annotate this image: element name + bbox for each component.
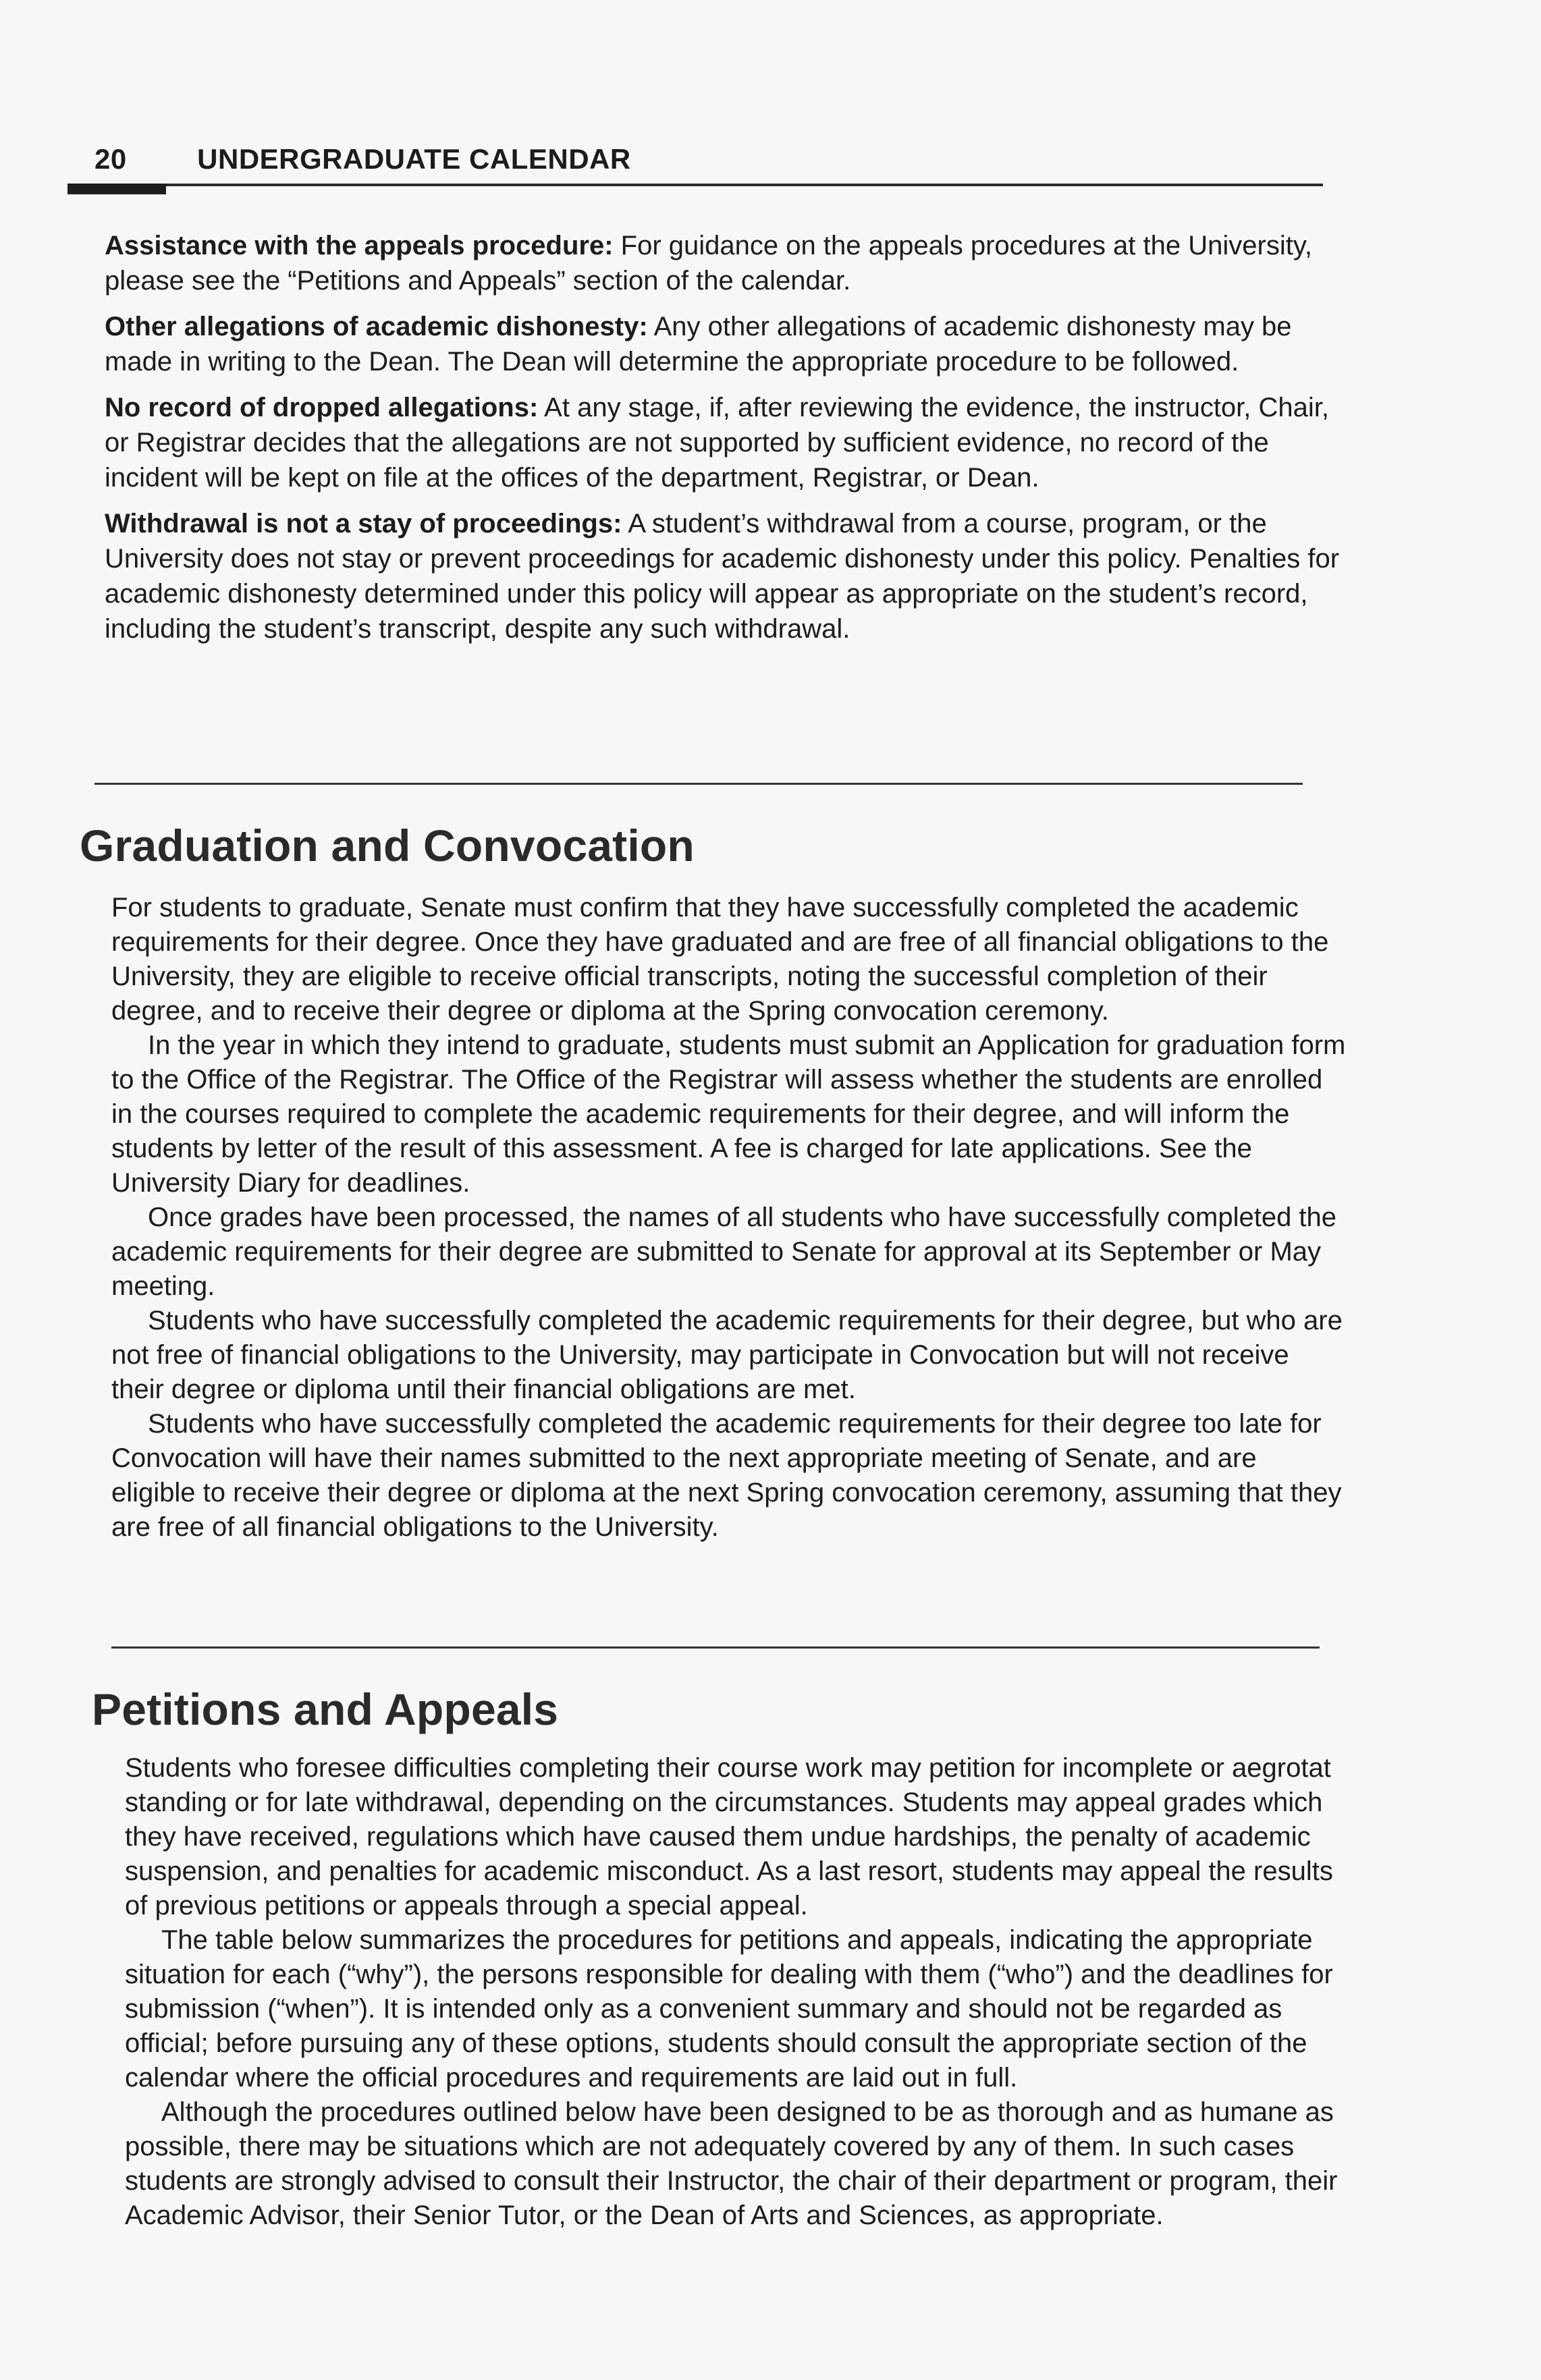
section-heading-petitions: Petitions and Appeals (92, 1684, 559, 1734)
entry-lead: No record of dropped allegations: (105, 393, 539, 422)
paragraph: Students who have successfully completed the academic requirements for their degree, but who are not free of financial obligations to the University, may participate in Convocation but will not receive their degree or diploma until their financial obligations are met. (111, 1306, 1343, 1404)
paragraph: Students who have successfully completed the academic requirements for their degree too late for Convocation will have their names submitted to the next appropriate meeting of Senate, and are eligible to receive their degree or diploma at the next Spring convocation ceremony, assuming that they are free of all financial obligations to the University. (111, 1409, 1342, 1542)
running-title: UNDERGRADUATE CALENDAR (197, 143, 631, 175)
graduation-body (111, 891, 1347, 1545)
section-divider (94, 783, 1303, 785)
section-heading-graduation: Graduation and Convocation (80, 821, 695, 870)
academic-dishonesty-entries (105, 228, 1340, 657)
section-divider (111, 1646, 1320, 1649)
paragraph: For students to graduate, Senate must confirm that they have successfully completed the academic requirements for their degree. Once they have graduated and are free of all financial obligations to the University, they are eligible to receive official transcripts, noting the successful completion of their degree, and to receive their degree or diploma at the Spring convocation ceremony. (111, 893, 1329, 1026)
paragraph: Although the procedures outlined below have been designed to be as thorough and as humane as possible, there may be situations which are not adequately covered by any of them. In such cases students are strongly advised to consult their Instructor, the chair of their department or program, their Academic Advisor, their Senior Tutor, or the Dean of Arts and Sciences, as appropriate. (125, 2097, 1338, 2230)
paragraph: The table below summarizes the procedures for petitions and appeals, indicating the appropriate situation for each (“why”), the persons responsible for dealing with them (“who”) and the deadlines for submission (“when”). It is intended only as a convenient summary and should not be regarded as official; before pursuing any of these options, students should consult the appropriate section of the calendar where the official procedures and requirements are laid out in full. (125, 1925, 1333, 2093)
entry-withdrawal (105, 506, 1340, 646)
entry-lead: Assistance with the appeals procedure: (105, 231, 614, 260)
petitions-body (125, 1751, 1360, 2233)
running-header (94, 143, 1323, 175)
page-number: 20 (94, 143, 127, 175)
entry-text: A student’s withdrawal from a course, program, or the University does not stay or prevent proceedings for academic dishonesty under this policy. Penalties for academic dishonesty determined under this policy will appear as appropriate on the student’s record, including the student’s transcript, despite any such withdrawal. (105, 509, 1340, 644)
entry-lead: Other allegations of academic dishonesty: (105, 312, 648, 341)
header-tab-marker (67, 184, 166, 194)
entry-text: Any other allegations of academic dishonesty may be made in writing to the Dean. The Dean will determine the appropriate procedure to be followed. (105, 312, 1292, 377)
paragraph: Students who foresee difficulties completing their course work may petition for incomplete or aegrotat standing or for late withdrawal, depending on the circumstances. Students may appeal grades which they have received, regulations which have caused them undue hardships, the penalty of academic suspension, and penalties for academic misconduct. As a last resort, students may appeal the results of previous petitions or appeals through a special appeal. (125, 1753, 1333, 1920)
entry-text: At any stage, if, after reviewing the evidence, the instructor, Chair, or Registrar decides that the allegations are not supported by sufficient evidence, no record of the incident will be kept on file at the offices of the department, Registrar, or Dean. (105, 393, 1330, 493)
entry-no-record (105, 390, 1340, 495)
entry-text: For guidance on the appeals procedures at the University, please see the “Petitions and Appeals” section of the calendar. (105, 231, 1312, 296)
entry-lead: Withdrawal is not a stay of proceedings: (105, 509, 622, 538)
entry-appeals-assistance (105, 228, 1340, 298)
entry-other-allegations (105, 309, 1340, 379)
header-rule (67, 184, 1323, 186)
paragraph: Once grades have been processed, the names of all students who have successfully completed the academic requirements for their degree are submitted to Senate for approval at its September or May meeting. (111, 1202, 1337, 1301)
paragraph: In the year in which they intend to graduate, students must submit an Application for graduation form to the Office of the Registrar. The Office of the Registrar will assess whether the students are enrolled in the courses required to complete the academic requirements for their degree, and will inform the students by letter of the result of this assessment. A fee is charged for late applications. See the University Diary for deadlines. (111, 1030, 1346, 1198)
